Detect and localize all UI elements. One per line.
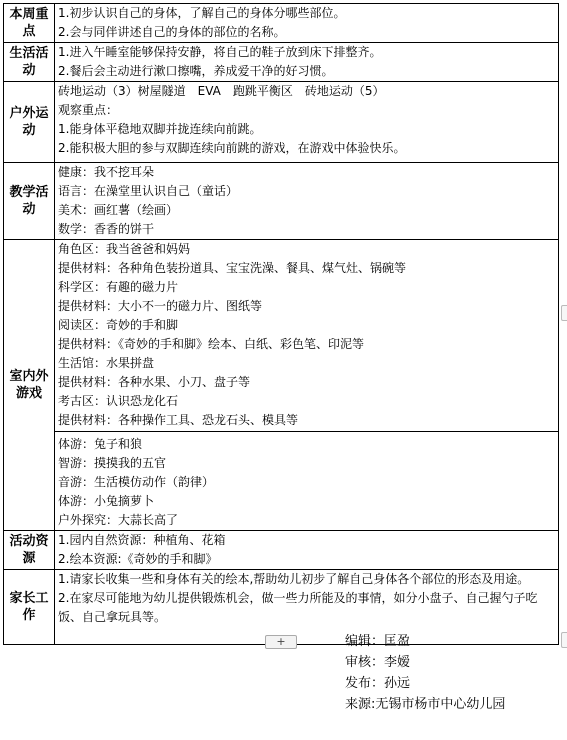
row-teaching (4, 163, 559, 240)
row-header-weekly-focus: 本周重点 (4, 4, 55, 43)
content-line: 2.能积极大胆的参与双脚连续向前跳的游戏，在游戏中体验快乐。 (58, 141, 406, 155)
table-resize-handle[interactable] (561, 632, 567, 648)
row-outdoor (4, 82, 559, 163)
content-line: 1.能身体平稳地双脚并拢连续向前跳。 (58, 122, 262, 136)
column-resize-handle[interactable] (561, 305, 567, 321)
content-line: 提供材料：《奇妙的手和脚》绘本、白纸、彩色笔、印泥等 (58, 337, 365, 351)
content-line: 观察重点： (58, 103, 119, 117)
row-header-games: 室内外游戏 (4, 240, 55, 531)
content-line: 1.请家长收集一些和身体有关的绘本,帮助幼儿初步了解自己身体各个部位的形态及用途。 (58, 572, 530, 586)
content-line: 音游：生活模仿动作（韵律） (58, 475, 215, 489)
content-line: 语言：在澡堂里认识自己（童话） (58, 184, 239, 198)
content-line: 阅读区：奇妙的手和脚 (58, 318, 179, 332)
content-line: 角色区：我当爸爸和妈妈 (58, 242, 191, 256)
indoor-games-block (58, 240, 555, 431)
content-line: 2.会与同伴讲述自己的身体的部位的名称。 (58, 25, 286, 39)
daily-life-content (55, 43, 559, 82)
credits-block (345, 631, 505, 715)
content-line: 1.进入午睡室能够保持安静，将自己的鞋子放到床下排整齐。 (58, 45, 382, 59)
row-daily-life (4, 43, 559, 82)
resources-content (55, 531, 559, 570)
editor-credit: 编辑：匡盈 (345, 634, 411, 649)
content-line: 提供材料：各种水果、小刀、盘子等 (58, 375, 251, 389)
row-header-daily-life: 生活活动 (4, 43, 55, 82)
publisher-credit: 发布：孙远 (345, 676, 411, 691)
content-line: 科学区：有趣的磁力片 (58, 280, 179, 294)
content-line: 提供材料：大小不一的磁力片、图纸等 (58, 299, 263, 313)
add-row-button[interactable]: + (265, 635, 297, 649)
content-line: 提供材料：各种操作工具、恐龙石头、模具等 (58, 413, 299, 427)
content-line: 体游：兔子和狼 (58, 437, 143, 451)
content-line: 美术：画红薯（绘画） (58, 203, 179, 217)
content-line: 数学：香香的饼干 (58, 222, 155, 236)
row-header-outdoor: 户外运动 (4, 82, 55, 163)
source-credit: 来源:无锡市杨市中心幼儿园 (345, 697, 506, 712)
content-line: 户外探究：大蒜长高了 (58, 513, 179, 527)
row-weekly-focus (4, 4, 559, 43)
outdoor-games-block (55, 431, 558, 530)
content-line: 体游：小兔摘萝卜 (58, 494, 155, 508)
content-line: 生活馆：水果拼盘 (58, 356, 155, 370)
content-line: 健康：我不挖耳朵 (58, 165, 155, 179)
content-line: 1.园内自然资源：种植角、花箱 (58, 533, 226, 547)
row-header-parents: 家长工作 (4, 570, 55, 645)
content-line: 1.初步认识自己的身体，了解自己的身体分哪些部位。 (58, 6, 346, 20)
weekly-focus-content (55, 4, 559, 43)
content-line: 提供材料：各种角色装扮道具、宝宝洗澡、餐具、煤气灶、锅碗等 (58, 261, 407, 275)
row-header-teaching: 教学活动 (4, 163, 55, 240)
content-line: 2.在家尽可能地为幼儿提供锻炼机会，做一些力所能及的事情，如分小盘子、自己握勺子吃饭、自己拿玩具等。 (58, 591, 538, 624)
content-line: 智游：摸摸我的五官 (58, 456, 167, 470)
content-line: 2.餐后会主动进行漱口擦嘴，养成爱干净的好习惯。 (58, 64, 334, 78)
reviewer-credit: 审核：李嫒 (345, 655, 411, 670)
row-games (4, 240, 559, 531)
content-line: 砖地运动（3）树屋隧道 EVA 跑跳平衡区 砖地运动（5） (58, 84, 385, 98)
content-line: 2.绘本资源:《奇妙的手和脚》 (58, 552, 218, 566)
outdoor-content (55, 82, 559, 163)
row-resources (4, 531, 559, 570)
games-content (55, 240, 559, 531)
weekly-plan-table (3, 3, 559, 645)
content-line: 考古区：认识恐龙化石 (58, 394, 179, 408)
teaching-content (55, 163, 559, 240)
row-header-resources: 活动资源 (4, 531, 55, 570)
